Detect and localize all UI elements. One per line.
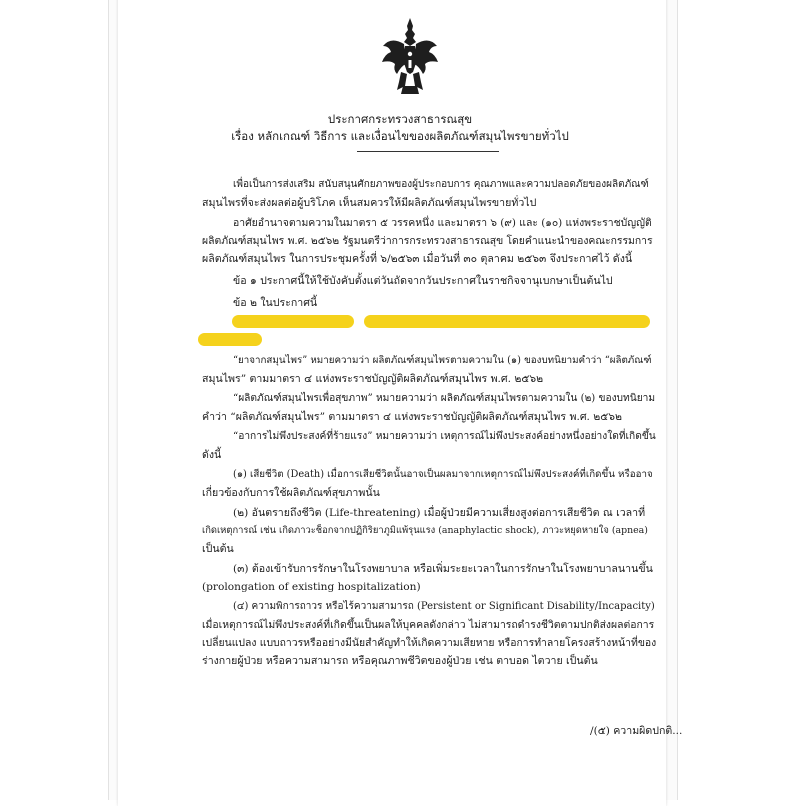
text-line: คำว่า “ผลิตภัณฑ์สมุนไพร” ตามมาตรา ๔ แห่งพระราชบัญญัติผลิตภัณฑ์สมุนไพร พ.ศ. ๒๕๖๒	[202, 411, 622, 423]
redaction-highlight	[198, 333, 262, 346]
text-line: เป็นต้น	[202, 543, 234, 555]
text-line: (๔) ความพิการถาวร หรือไร้ความสามารถ (Persistent or Significant Disability/Incapacity)	[233, 601, 655, 612]
text-line: เกิดเหตุการณ์ เช่น เกิดภาวะช็อกจากปฏิกิริยาภูมิแพ้รุนแรง (anaphylactic shock), ภาวะหยุดหายใจ (apnea)	[202, 525, 648, 536]
text-line: “อาการไม่พึงประสงค์ที่ร้ายแรง” หมายความว่า เหตุการณ์ไม่พึงประสงค์อย่างหนึ่งอย่างใดที่เกิดขึ้น	[233, 431, 656, 442]
text-line: ผลิตภัณฑ์สมุนไพร พ.ศ. ๒๕๖๒ รัฐมนตรีว่าการกระทรวงสาธารณสุข โดยคำแนะนำของคณะกรรมการ	[202, 235, 653, 247]
text-line: เกี่ยวข้องกับการใช้ผลิตภัณฑ์สุขภาพนั้น	[202, 487, 380, 499]
text-line: (๓) ต้องเข้ารับการรักษาในโรงพยาบาล หรือเพิ่มระยะเวลาในการรักษาในโรงพยาบาลนานขึ้น	[233, 563, 653, 575]
text-line: (๑) เสียชีวิต (Death) เมื่อการเสียชีวิตนั้นอาจเป็นผลมาจากเหตุการณ์ไม่พึงประสงค์ที่เกิดขึ้น หรืออาจ	[233, 469, 653, 480]
garuda-emblem-icon	[379, 16, 441, 96]
text-line: ข้อ ๑ ประกาศนี้ให้ใช้บังคับตั้งแต่วันถัดจากวันประกาศในราชกิจจานุเบกษาเป็นต้นไป	[233, 275, 613, 287]
text-line: (๒) อันตรายถึงชีวิต (Life-threatening) เมื่อผู้ป่วยมีความเสี่ยงสูงต่อการเสียชีวิต ณ เวลาที่	[233, 507, 646, 519]
text-line: เปลี่ยนแปลง แบบถาวรหรืออย่างมีนัยสำคัญทำให้เกิดความเสียหาย หรือการทำลายโครงสร้างหน้าที่ของ	[202, 637, 657, 649]
text-line: เมื่อเหตุการณ์ไม่พึงประสงค์ที่เกิดขึ้นเป็นผลให้บุคคลดังกล่าว ไม่สามารถดำรงชีวิตตามปกติส่งผลต่อการ	[202, 619, 655, 631]
text-line: (prolongation of existing hospitalization)	[202, 581, 421, 593]
text-line: “ยาจากสมุนไพร” หมายความว่า ผลิตภัณฑ์สมุนไพรตามความใน (๑) ของบทนิยามคำว่า “ผลิตภัณฑ์	[233, 355, 652, 366]
text-line: สมุนไพร” ตามมาตรา ๔ แห่งพระราชบัญญัติผลิตภัณฑ์สมุนไพร พ.ศ. ๒๕๖๒	[202, 373, 544, 385]
text-line: “ผลิตภัณฑ์สมุนไพรเพื่อสุขภาพ” หมายความว่า ผลิตภัณฑ์สมุนไพรตามความใน (๒) ของบทนิยาม	[233, 393, 656, 404]
text-line: ร่างกายผู้ป่วย หรือความสามารถ หรือคุณภาพชีวิตของผู้ป่วย เช่น ตาบอด ไตวาย เป็นต้น	[202, 655, 598, 667]
redaction-highlight	[364, 315, 650, 328]
continuation-note: /(๕) ความผิดปกติ...	[590, 725, 683, 737]
text-line: ข้อ ๒ ในประกาศนี้	[233, 297, 318, 309]
text-line: ผลิตภัณฑ์สมุนไพร ในการประชุมครั้งที่ ๖/๒๕๖๓ เมื่อวันที่ ๓๐ ตุลาคม ๒๕๖๓ จึงประกาศไว้ ดังนี้	[202, 253, 633, 265]
title-divider	[357, 151, 499, 152]
text-line: อาศัยอำนาจตามความในมาตรา ๕ วรรคหนึ่ง และมาตรา ๖ (๙) และ (๑๐) แห่งพระราชบัญญัติ	[233, 217, 652, 229]
text-line: สมุนไพรที่จะส่งผลต่อผู้บริโภค เห็นสมควรให้มีผลิตภัณฑ์สมุนไพรขายทั่วไป	[202, 197, 537, 209]
announcement-subject: เรื่อง หลักเกณฑ์ วิธีการ และเงื่อนไขของผลิตภัณฑ์สมุนไพรขายทั่วไป	[231, 129, 569, 143]
redaction-highlight	[232, 315, 354, 328]
text-line: ดังนี้	[202, 449, 222, 461]
text-line: เพื่อเป็นการส่งเสริม สนับสนุนศักยภาพของผู้ประกอบการ คุณภาพและความปลอดภัยของผลิตภัณฑ์	[233, 179, 649, 190]
announcement-header: ประกาศกระทรวงสาธารณสุข	[327, 112, 473, 126]
